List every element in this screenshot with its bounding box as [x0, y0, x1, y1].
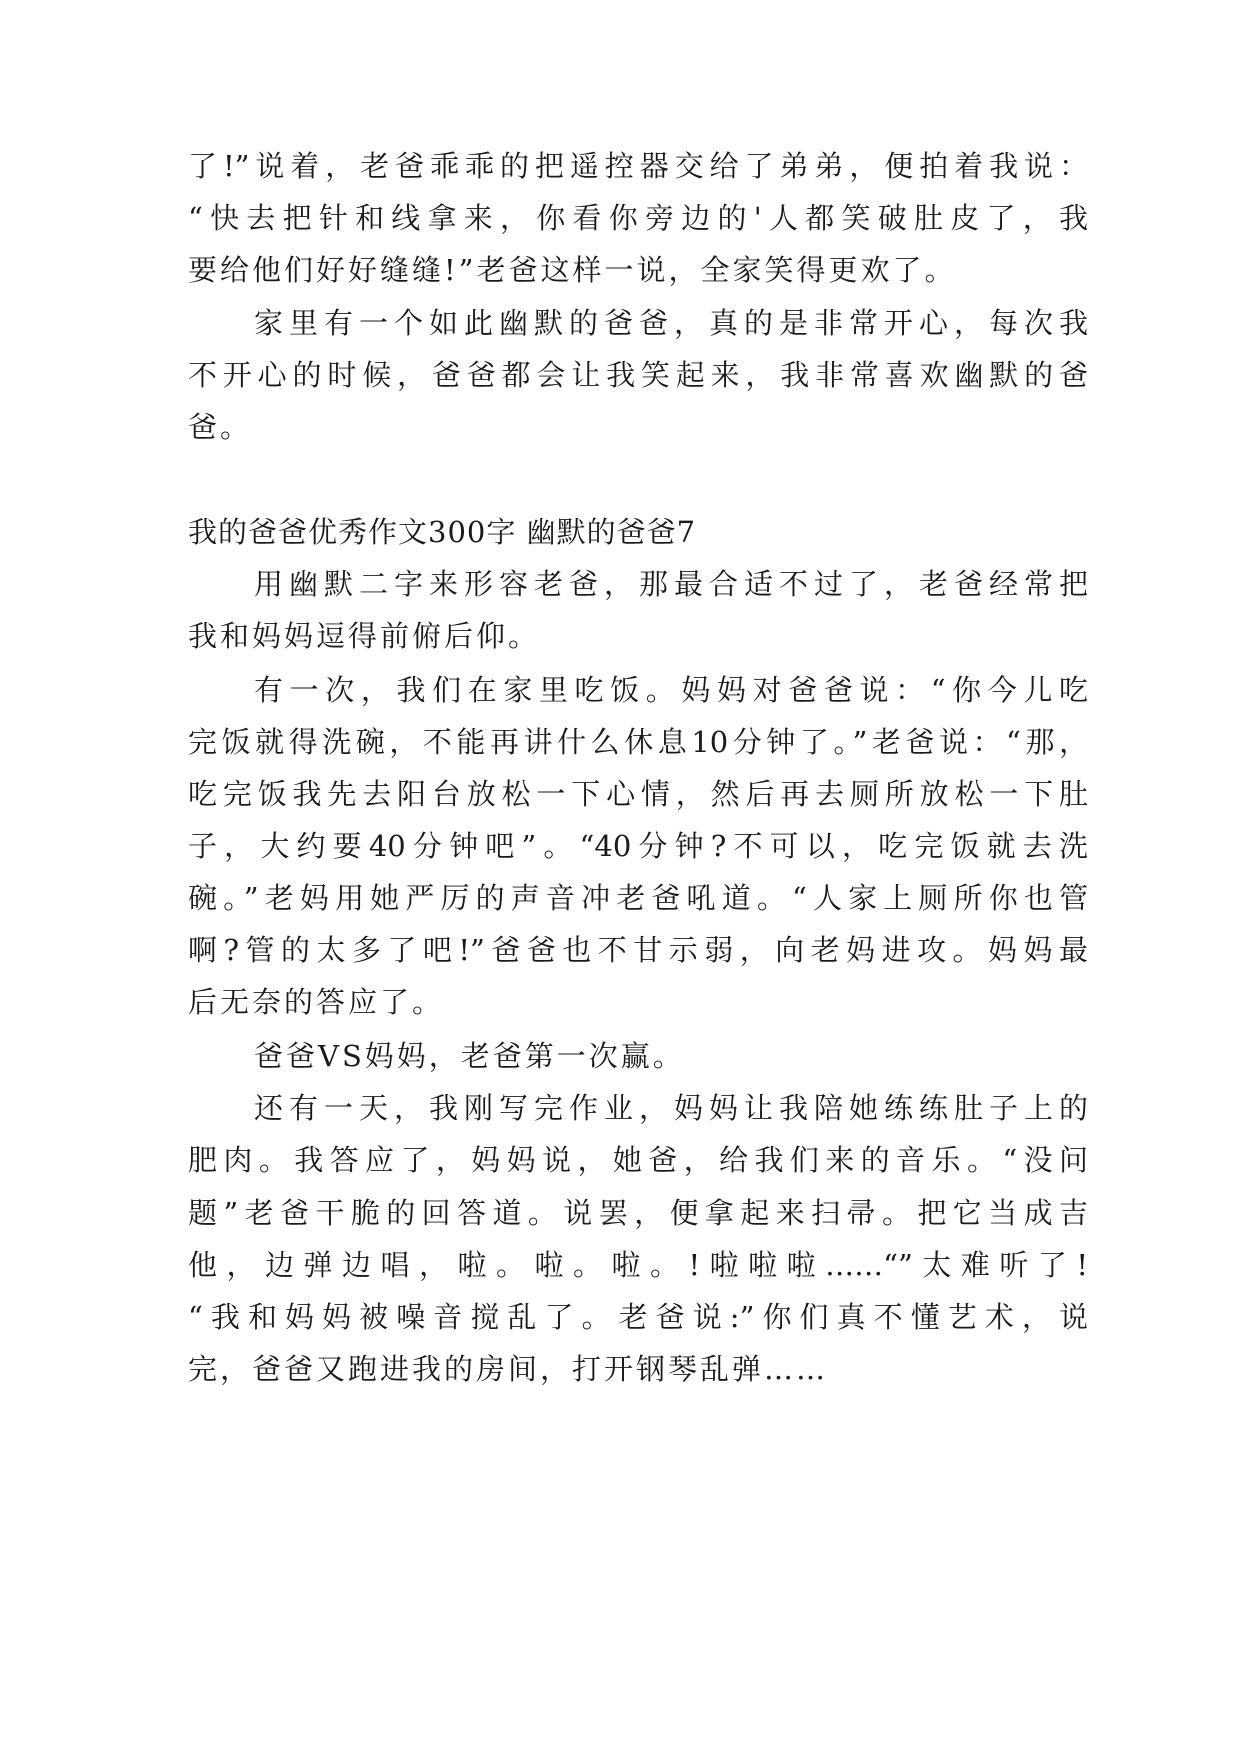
text-line: 啊?管的太多了吧!”爸爸也不甘示弱，向老妈进攻。妈妈最: [188, 933, 1088, 967]
text-line: 完，爸爸又跑进我的房间，打开钢琴乱弹……: [188, 1352, 829, 1386]
text-line: 要给他们好好缝缝!”老爸这样一说，全家笑得更欢了。: [188, 253, 957, 287]
text-line: 题”老爸干脆的回答道。说罢，便拿起来扫帚。把它当成吉: [188, 1196, 1088, 1230]
section-title: 我的爸爸优秀作文300字 幽默的爸爸7: [188, 515, 697, 549]
text-line: 肥肉。我答应了，妈妈说，她爸，给我们来的音乐。“没问: [188, 1143, 1088, 1177]
text-line: “快去把针和线拿来，你看你旁边的'人都笑破肚皮了，我: [188, 201, 1088, 235]
text-line: 爸。: [188, 410, 253, 444]
text-line: 子，大约要40分钟吧”。“40分钟?不可以，吃完饭就去洗: [188, 829, 1088, 863]
text-line: 碗。”老妈用她严厉的声音冲老爸吼道。“人家上厕所你也管: [188, 881, 1088, 915]
text-line: 有一次，我们在家里吃饭。妈妈对爸爸说：“你今儿吃: [254, 673, 1088, 707]
text-line: 了!”说着，老爸乖乖的把遥控器交给了弟弟，便拍着我说：: [188, 149, 1088, 183]
text-line: 还有一天，我刚写完作业，妈妈让我陪她练练肚子上的: [254, 1091, 1088, 1125]
text-line: 我和妈妈逗得前俯后仰。: [188, 619, 541, 653]
text-line: 吃完饭我先去阳台放松一下心情，然后再去厕所放松一下肚: [188, 777, 1088, 811]
text-line: 完饭就得洗碗，不能再讲什么休息10分钟了。”老爸说：“那，: [188, 725, 1088, 759]
text-line: 爸爸VS妈妈，老爸第一次赢。: [254, 1039, 685, 1073]
text-line: 后无奈的答应了。: [188, 985, 445, 1019]
text-line: “我和妈妈被噪音搅乱了。老爸说:”你们真不懂艺术，说: [188, 1300, 1088, 1334]
text-line: 他，边弹边唱，啦。啦。啦。!啦啦啦……“”太难听了!: [188, 1248, 1088, 1282]
text-line: 家里有一个如此幽默的爸爸，真的是非常开心，每次我: [254, 306, 1088, 340]
text-line: 用幽默二字来形容老爸，那最合适不过了，老爸经常把: [254, 567, 1088, 601]
text-line: 不开心的时候，爸爸都会让我笑起来，我非常喜欢幽默的爸: [188, 358, 1088, 392]
